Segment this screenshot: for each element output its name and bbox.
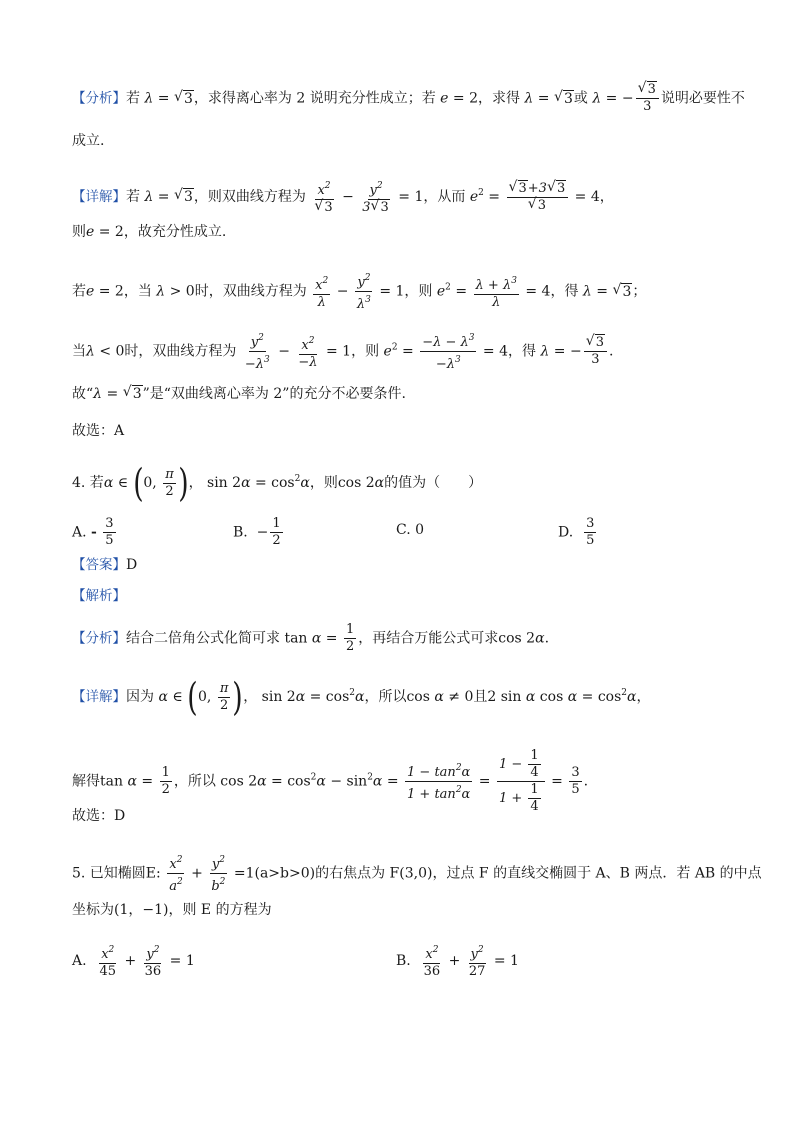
q3-detail-line-3: 若e = 2，当 λ > 0时，双曲线方程为 $\frac{x^2}{\lambda}$ − $\frac{y^2}{\lambda^3}$ = 1，则 $e^2$ = $\frac{\lambda + \lambda^3}{\lambda}$ = 4，得 λ = √ 3； — [72, 270, 734, 313]
analysis-tag: 【分析】 — [72, 90, 126, 107]
q4-final-answer: 故选：D — [72, 808, 126, 824]
q4-detail-line-2: 解得tan α = $\frac{1}{2}$ ，所以 $\cos 2\alpha = \cos^2\alpha - \sin^2\alpha$ = $\frac{1 - \tan^2\alpha}{1 + \tan^2\alpha}$ = 1 − $\frac{1}{4}$ 1 + $\frac{1}{4}$ = $\frac{3}{5}$ . — [72, 748, 589, 814]
q4-option-a: A. - $\frac{3}{5}$ — [72, 516, 114, 548]
q5-option-a: A. $\frac{x^2}{45}$ + $\frac{y^2}{36}$ = 1 — [72, 942, 195, 980]
q4-analysis: 【分析】结合二倍角公式化简可求 tan α = $\frac{1}{2}$ ，再结合万能公式可求cos 2α. — [72, 622, 550, 654]
q5-option-b: B. $\frac{x^2}{36}$ + $\frac{y^2}{27}$ = 1 — [396, 942, 519, 980]
q5-stem-line-2: 坐标为(1，−1)，则 E 的方程为 — [72, 902, 272, 918]
q3-analysis-line-1: 【分析】若 λ = √ 3，求得离心率为 2 说明充分性成立；若 e = 2，求得 λ = √ 3或 λ = − √ $\frac{3}{3}$ 说明必要性不 — [72, 82, 734, 115]
fraction: √ $\frac{3}{3}$ — [636, 82, 659, 115]
q4-option-b: B. − $\frac{1}{2}$ — [233, 516, 281, 548]
q4-stem: 4. 若α ∈ (0, $\frac{\pi}{2}$ )， $\sin 2\alpha = \cos^2\alpha$，则cos 2α的值为（ ） — [72, 461, 483, 505]
q3-detail-line-5: 故“λ = √ 3”是“双曲线离心率为 2”的充分不必要条件. — [72, 384, 734, 404]
detail-tag: 【详解】 — [72, 689, 126, 705]
q3-analysis-line-2: 成立. — [72, 133, 105, 149]
detail-tag: 【详解】 — [72, 189, 126, 205]
q4-detail-line-1: 【详解】因为 α ∈ (0, $\frac{\pi}{2}$ )， $\sin 2\alpha = \cos^2\alpha$，所以cos α ≠ 0且2 sin α $\cos \alpha = \cos^2\alpha$， — [72, 675, 651, 719]
q4-answer: 【答案】D — [72, 557, 138, 573]
analysis-tag: 【分析】 — [72, 630, 126, 647]
q3-detail-line-2: 则e = 2，故充分性成立. — [72, 224, 227, 240]
q4-jiexi — [72, 586, 734, 606]
answer-tag: 【答案】 — [72, 557, 126, 573]
q5-stem-line-1: 5. 已知椭圆E: $\frac{x^2}{a^2}$ + $\frac{y^2}{b^2}$ =1(a>b>0)的右焦点为 F(3,0)，过点 F 的直线交椭圆于 A、B 两点．若 AB 的中点 — [72, 852, 734, 895]
q3-detail-line-1: 【详解】若 λ = √ 3，则双曲线方程为 $x^2$ √ 3 − $\frac{y^2}{3√ 3}$ = 1，从而 $e^2$ = √ 3+3√ 3 √ 3 = 4， — [72, 178, 734, 216]
q4-option-c: C. 0 — [396, 522, 425, 538]
q3-answer: 故选：A — [72, 423, 125, 439]
q3-detail-line-4: 当λ < 0时，双曲线方程为 $\frac{y^2}{-\lambda^3}$ − $\frac{x^2}{-\lambda}$ = 1，则 $e^2$ = $\frac{-\lambda - \lambda^3}{-\lambda^3}$ = 4，得 λ = − √ $\frac{3}{3}$ . — [72, 330, 734, 373]
jiexi-tag: 【解析】 — [72, 588, 126, 604]
q4-option-d: D. $\frac{3}{5}$ — [558, 516, 595, 548]
